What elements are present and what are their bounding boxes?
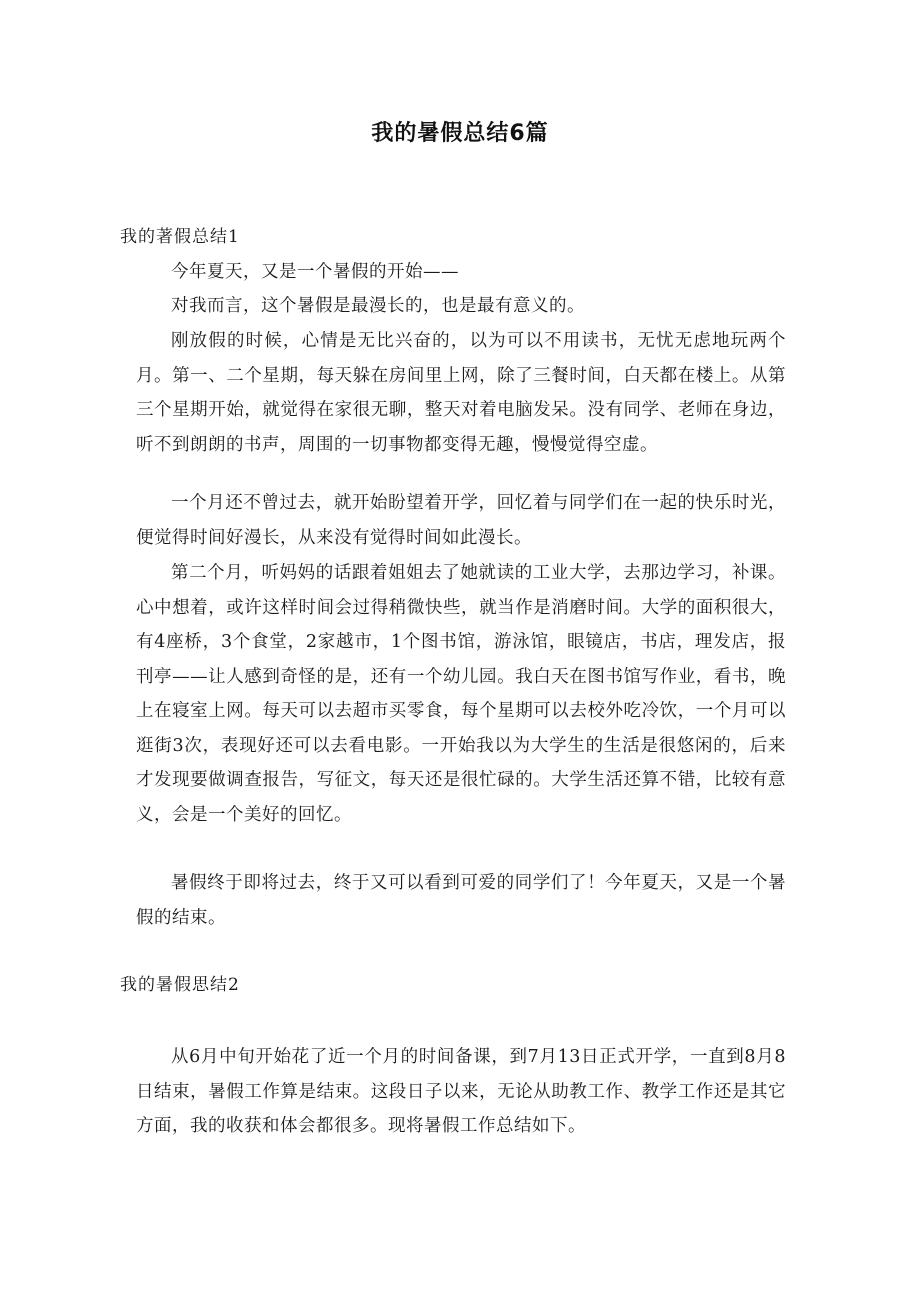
paragraph-7: 从6月中旬开始花了近一个月的时间备课，到7月13日正式开学，一直到8月8日结束，暑假工作算是结束。这段日子以来，无论从助教工作、教学工作还是其它方面，我的收获和体会都很多。现将暑假工作总结如下。 [136,1047,786,1136]
paragraph-6: 暑假终于即将过去，终于又可以看到可爱的同学们了！今年夏天，又是一个暑假的结束。 [136,873,786,928]
paragraph-4: 一个月还不曾过去，就开始盼望着开学，回忆着与同学们在一起的快乐时光，便觉得时间好漫长，从来没有觉得时间如此漫长。 [136,493,786,548]
section-heading-1: 我的著假总结1 [120,227,240,247]
paragraph-5: 第二个月，听妈妈的话跟着姐姐去了她就读的工业大学，去那边学习，补课。心中想着，或许这样时间会过得稍微快些，就当作是消磨时间。大学的面积很大，有4座桥，3个食堂，2家越市，1个图书馆，游泳馆，眼镜店，书店，理发店，报刊亭——让人感到奇怪的是，还有一个幼儿园。我白天在图书馆写作业，看书，晚上在寝室上网。每天可以去超市买零食，每个星期可以去校外吃冷饮，一个月可以逛街3次，表现好还可以去看电影。一开始我以为大学生的生活是很悠闲的，后来才发现要做调查报告，写征文，每天还是很忙碌的。大学生活还算不错，比较有意义，会是一个美好的回忆。 [136,563,786,825]
document-title: 我的暑假总结6篇 [371,121,549,146]
paragraph-3: 刚放假的时候，心情是无比兴奋的，以为可以不用读书，无忧无虑地玩两个月。第一、二个星期，每天躲在房间里上网，除了三餐时间，白天都在楼上。从第三个星期开始，就觉得在家很无聊，整天对着电脑发呆。没有同学、老师在身边，听不到朗朗的书声，周围的一切事物都变得无趣，慢慢觉得空虚。 [136,331,786,455]
paragraph-1: 今年夏天，又是一个暑假的开始—— [171,262,459,282]
section-heading-2: 我的暑假思结2 [120,975,240,995]
paragraph-2: 对我而言，这个暑假是最漫长的，也是最有意义的。 [171,296,585,316]
